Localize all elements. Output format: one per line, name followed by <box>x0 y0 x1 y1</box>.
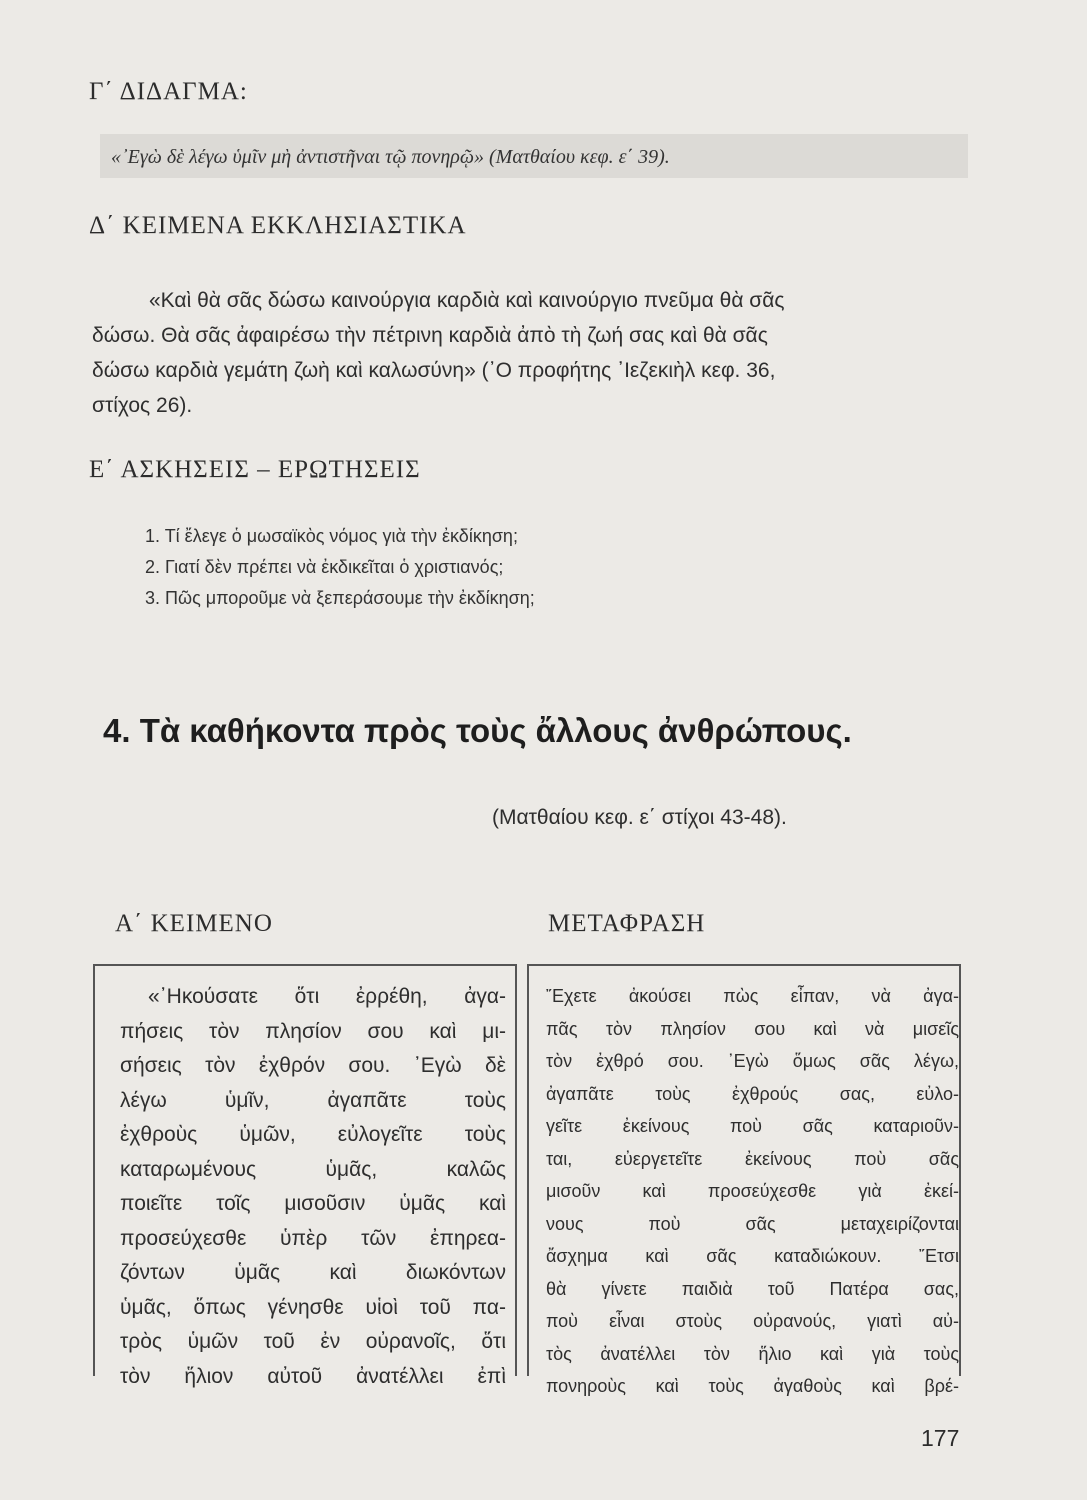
church-text-line: «Καὶ θὰ σᾶς δώσω καινούργια καρδιὰ καὶ καινούργιο πνεῦμα θὰ σᾶς <box>149 289 785 312</box>
heading-delta: Δ΄ ΚΕΙΜΕΝΑ ΕΚΚΛΗΣΙΑΣΤΙΚΑ <box>89 212 467 239</box>
original-line: λέγω ὑμῖν, ἀγαπᾶτε τοὺς <box>120 1088 506 1112</box>
translation-line: ται, εὐεργετεῖτε ἐκείνους ποὺ σᾶς <box>546 1148 959 1169</box>
translation-line: ῎Εχετε ἀκούσει πὼς εἶπαν, νὰ ἀγα- <box>546 986 959 1006</box>
church-text-line: δώσω. Θὰ σᾶς ἀφαιρέσω τὴν πέτρινη καρδιὰ ἀπὸ τὴ ζωή σας καὶ θὰ σᾶς <box>92 324 768 347</box>
translation-line: ἀγαπᾶτε τοὺς ἐχθρούς σας, εὐλο- <box>546 1083 959 1104</box>
teaching-quote: «᾽Εγὼ δὲ λέγω ὑμῖν μὴ ἀντιστῆναι τῷ πονηρῷ» (Ματθαίου κεφ. ε΄ 39). <box>111 146 670 168</box>
translation-line: ἄσχημα καὶ σᾶς καταδιώκουν. ῎Ετσι <box>546 1246 959 1266</box>
questions-list <box>145 521 535 614</box>
question-item: 2. Γιατί δὲν πρέπει νὰ ἐκδικεῖται ὁ χριστιανός; <box>145 557 504 577</box>
question-item: 3. Πῶς μποροῦμε νὰ ξεπεράσουμε τὴν ἐκδίκηση; <box>145 588 535 608</box>
original-line: προσεύχεσθε ὑπὲρ τῶν ἐπηρεα- <box>120 1226 506 1250</box>
original-text <box>120 980 506 1394</box>
translation-line: πονηροὺς καὶ τοὺς ἀγαθοὺς καὶ βρέ- <box>546 1376 959 1396</box>
original-line: ὑμᾶς, ὅπως γένησθε υἱοὶ τοῦ πα- <box>120 1295 506 1319</box>
translation-line: θὰ γίνετε παιδιὰ τοῦ Πατέρα σας, <box>546 1278 959 1299</box>
church-text-paragraph <box>92 283 964 423</box>
original-line: ποιεῖτε τοῖς μισοῦσιν ὑμᾶς καὶ <box>120 1192 506 1215</box>
original-text-box <box>93 964 517 1388</box>
heading-alpha-text: Α΄ ΚΕΙΜΕΝΟ <box>115 910 273 937</box>
original-line: ἐχθροὺς ὑμῶν, εὐλογεῖτε τοὺς <box>120 1123 506 1146</box>
translation-line: τὸν ἐχθρό σου. ᾽Εγὼ ὅμως σᾶς λέγω, <box>546 1051 959 1071</box>
translation-line: νους ποὺ σᾶς μεταχειρίζονται <box>546 1213 959 1234</box>
original-line: τὸν ἥλιον αὐτοῦ ἀνατέλλει ἐπὶ <box>120 1364 506 1388</box>
translation-line: μισοῦν καὶ προσεύχεσθε γιὰ ἐκεί- <box>546 1181 959 1201</box>
scripture-reference: (Ματθαίου κεφ. ε΄ στίχοι 43-48). <box>492 806 787 829</box>
page-number: 177 <box>921 1425 960 1451</box>
church-text-line: στίχος 26). <box>92 394 193 417</box>
translation-box <box>527 964 961 1396</box>
question-item: 1. Τί ἔλεγε ὁ μωσαϊκὸς νόμος γιὰ τὴν ἐκδίκηση; <box>145 526 518 546</box>
original-line: σήσεις τὸν ἐχθρόν σου. ᾽Εγὼ δὲ <box>120 1054 506 1077</box>
translation-line: πᾶς τὸν πλησίον σου καὶ νὰ μισεῖς <box>546 1018 959 1039</box>
heading-epsilon: Ε΄ ΑΣΚΗΣΕΙΣ – ΕΡΩΤΗΣΕΙΣ <box>89 456 421 483</box>
original-line: ζόντων ὑμᾶς καὶ διωκόντων <box>120 1261 506 1284</box>
church-text-line: δώσω καρδιὰ γεμάτη ζωὴ καὶ καλωσύνη» (᾽Ο προφήτης ᾽Ιεζεκιὴλ κεφ. 36, <box>92 359 776 382</box>
translation-line: τὸς ἀνατέλλει τὸν ἥλιο καὶ γιὰ τοὺς <box>546 1343 959 1364</box>
translation-text <box>546 980 959 1403</box>
original-line: πήσεις τὸν πλησίον σου καὶ μι- <box>120 1019 506 1043</box>
heading-gamma: Γ΄ ΔΙΔΑΓΜΑ: <box>89 78 248 105</box>
translation-line: ποὺ εἶναι στοὺς οὐρανούς, γιατὶ αὐ- <box>546 1311 959 1331</box>
original-line: καταρωμένους ὑμᾶς, καλῶς <box>120 1157 506 1181</box>
lesson-title: 4. Τὰ καθήκοντα πρὸς τοὺς ἄλλους ἀνθρώπους. <box>103 712 852 749</box>
original-line: «᾽Ηκούσατε ὅτι ἐρρέθη, ἀγα- <box>148 985 506 1008</box>
heading-translation: ΜΕΤΑΦΡΑΣΗ <box>548 910 706 937</box>
translation-line: γεῖτε ἐκείνους ποὺ σᾶς καταριοῦν- <box>546 1116 959 1136</box>
original-line: τρὸς ὑμῶν τοῦ ἐν οὐρανοῖς, ὅτι <box>120 1330 506 1353</box>
